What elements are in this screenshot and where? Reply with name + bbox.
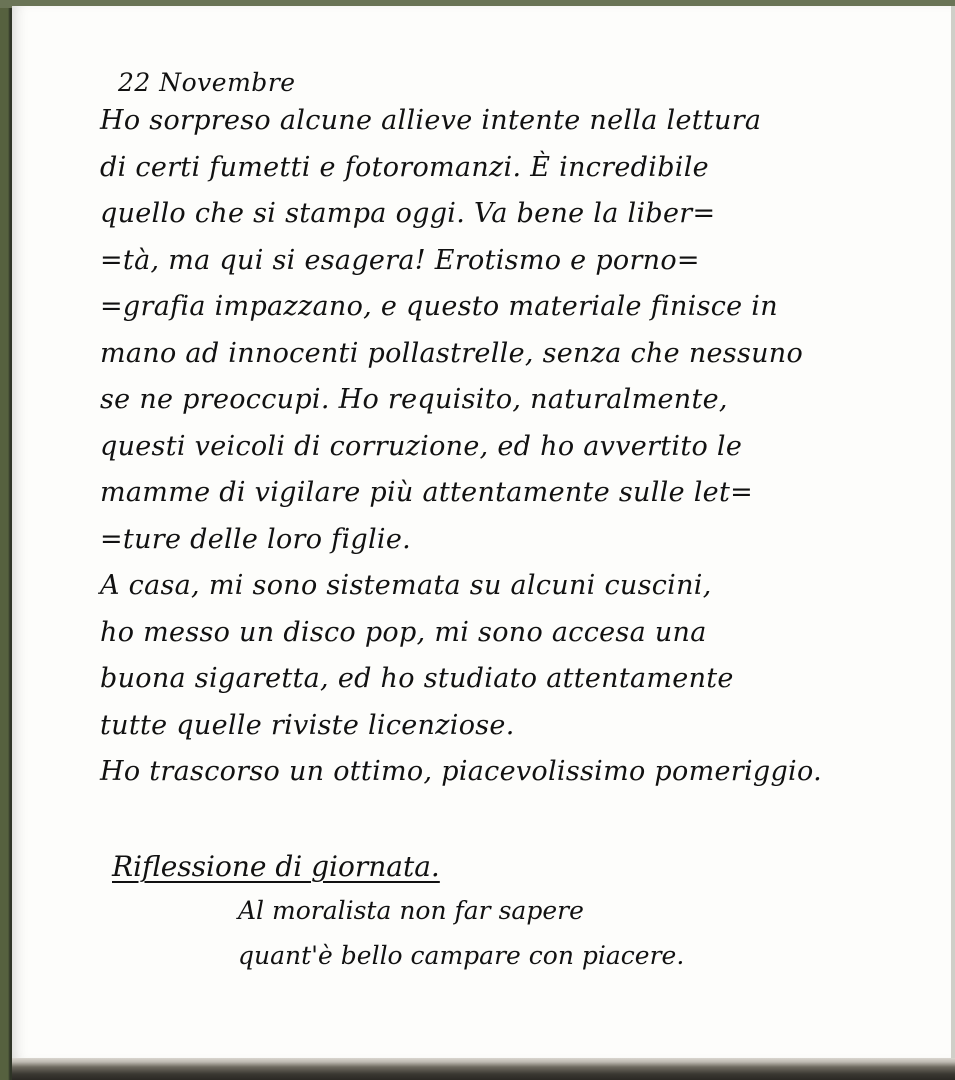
entry-line: quello che si stampa oggi. Va bene la liber= [100, 198, 716, 229]
entry-line: ho messo un disco pop, mi sono accesa una [100, 616, 707, 648]
proverb-line: quant'è bello campare con piacere. [238, 941, 685, 970]
diary-entry [100, 98, 822, 796]
entry-line: di certi fumetti e fotoromanzi. È incredibile [100, 151, 709, 183]
entry-line: Ho trascorso un ottimo, piacevolissimo pomeriggio. [100, 756, 822, 787]
entry-line: questi veicoli di corruzione, ed ho avvertito le [100, 430, 743, 462]
entry-line: =ture delle loro figlie. [100, 523, 412, 555]
entry-line: mamme di vigilare più attentamente sulle let= [100, 477, 754, 508]
diary-date: 22 Novembre [118, 68, 296, 97]
page-edge-bottom [12, 1058, 955, 1080]
entry-line: se ne preoccupi. Ho requisito, naturalmente, [100, 384, 728, 415]
entry-line: Ho sorpreso alcune allieve intente nella lettura [100, 105, 762, 136]
entry-line: buona sigaretta, ed ho studiato attentamente [100, 663, 734, 694]
entry-line: A casa, mi sono sistemata su alcuni cuscini, [100, 570, 712, 601]
entry-line: =tà, ma qui si esagera! Erotismo e porno= [100, 244, 700, 276]
entry-line: mano ad innocenti pollastrelle, senza che nessuno [100, 337, 804, 369]
entry-line: =grafia impazzano, e questo materiale finisce in [100, 291, 778, 322]
page-edge-right [951, 6, 955, 1060]
reflection-proverb [238, 888, 684, 978]
entry-line: tutte quelle riviste licenziose. [100, 709, 515, 741]
proverb-line: Al moralista non far sapere [238, 896, 584, 925]
reflection-title: Riflessione di giornata. [112, 850, 440, 883]
